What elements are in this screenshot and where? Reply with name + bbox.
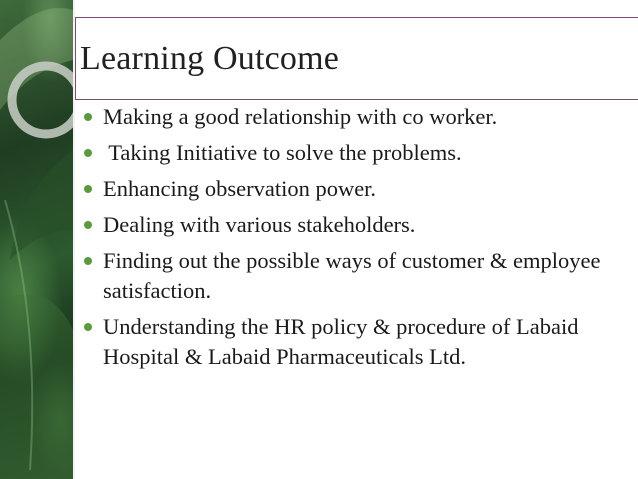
bullet-dot: [84, 113, 92, 121]
bullet-dot: [84, 323, 92, 331]
bullet-dot: [84, 185, 92, 193]
bullet-text: Taking Initiative to solve the problems.: [103, 140, 462, 165]
slide-title: Learning Outcome: [80, 40, 340, 77]
bullet-text: Making a good relationship with co worker.: [103, 104, 498, 129]
bullet-item: [84, 138, 632, 168]
bullet-text: Understanding the HR policy & procedure of Labaid Hospital & Labaid Pharmaceuticals Ltd.: [103, 314, 579, 369]
bullet-item: [84, 312, 632, 372]
bullet-item: [84, 102, 632, 132]
bullet-text: Enhancing observation power.: [103, 176, 377, 201]
bullet-text: Dealing with various stakeholders.: [103, 212, 416, 237]
bullet-item: [84, 246, 632, 306]
bullet-list: [84, 102, 632, 378]
bullet-item: [84, 210, 632, 240]
leaf-decoration: [0, 0, 73, 479]
bullet-dot: [84, 149, 92, 157]
bullet-dot: [84, 257, 92, 265]
bullet-item: [84, 174, 632, 204]
ring-icon: [12, 66, 73, 134]
bullet-text: Finding out the possible ways of customer & employee satisfaction.: [103, 248, 601, 303]
bullet-dot: [84, 221, 92, 229]
leaf-photo-panel: [0, 0, 73, 479]
